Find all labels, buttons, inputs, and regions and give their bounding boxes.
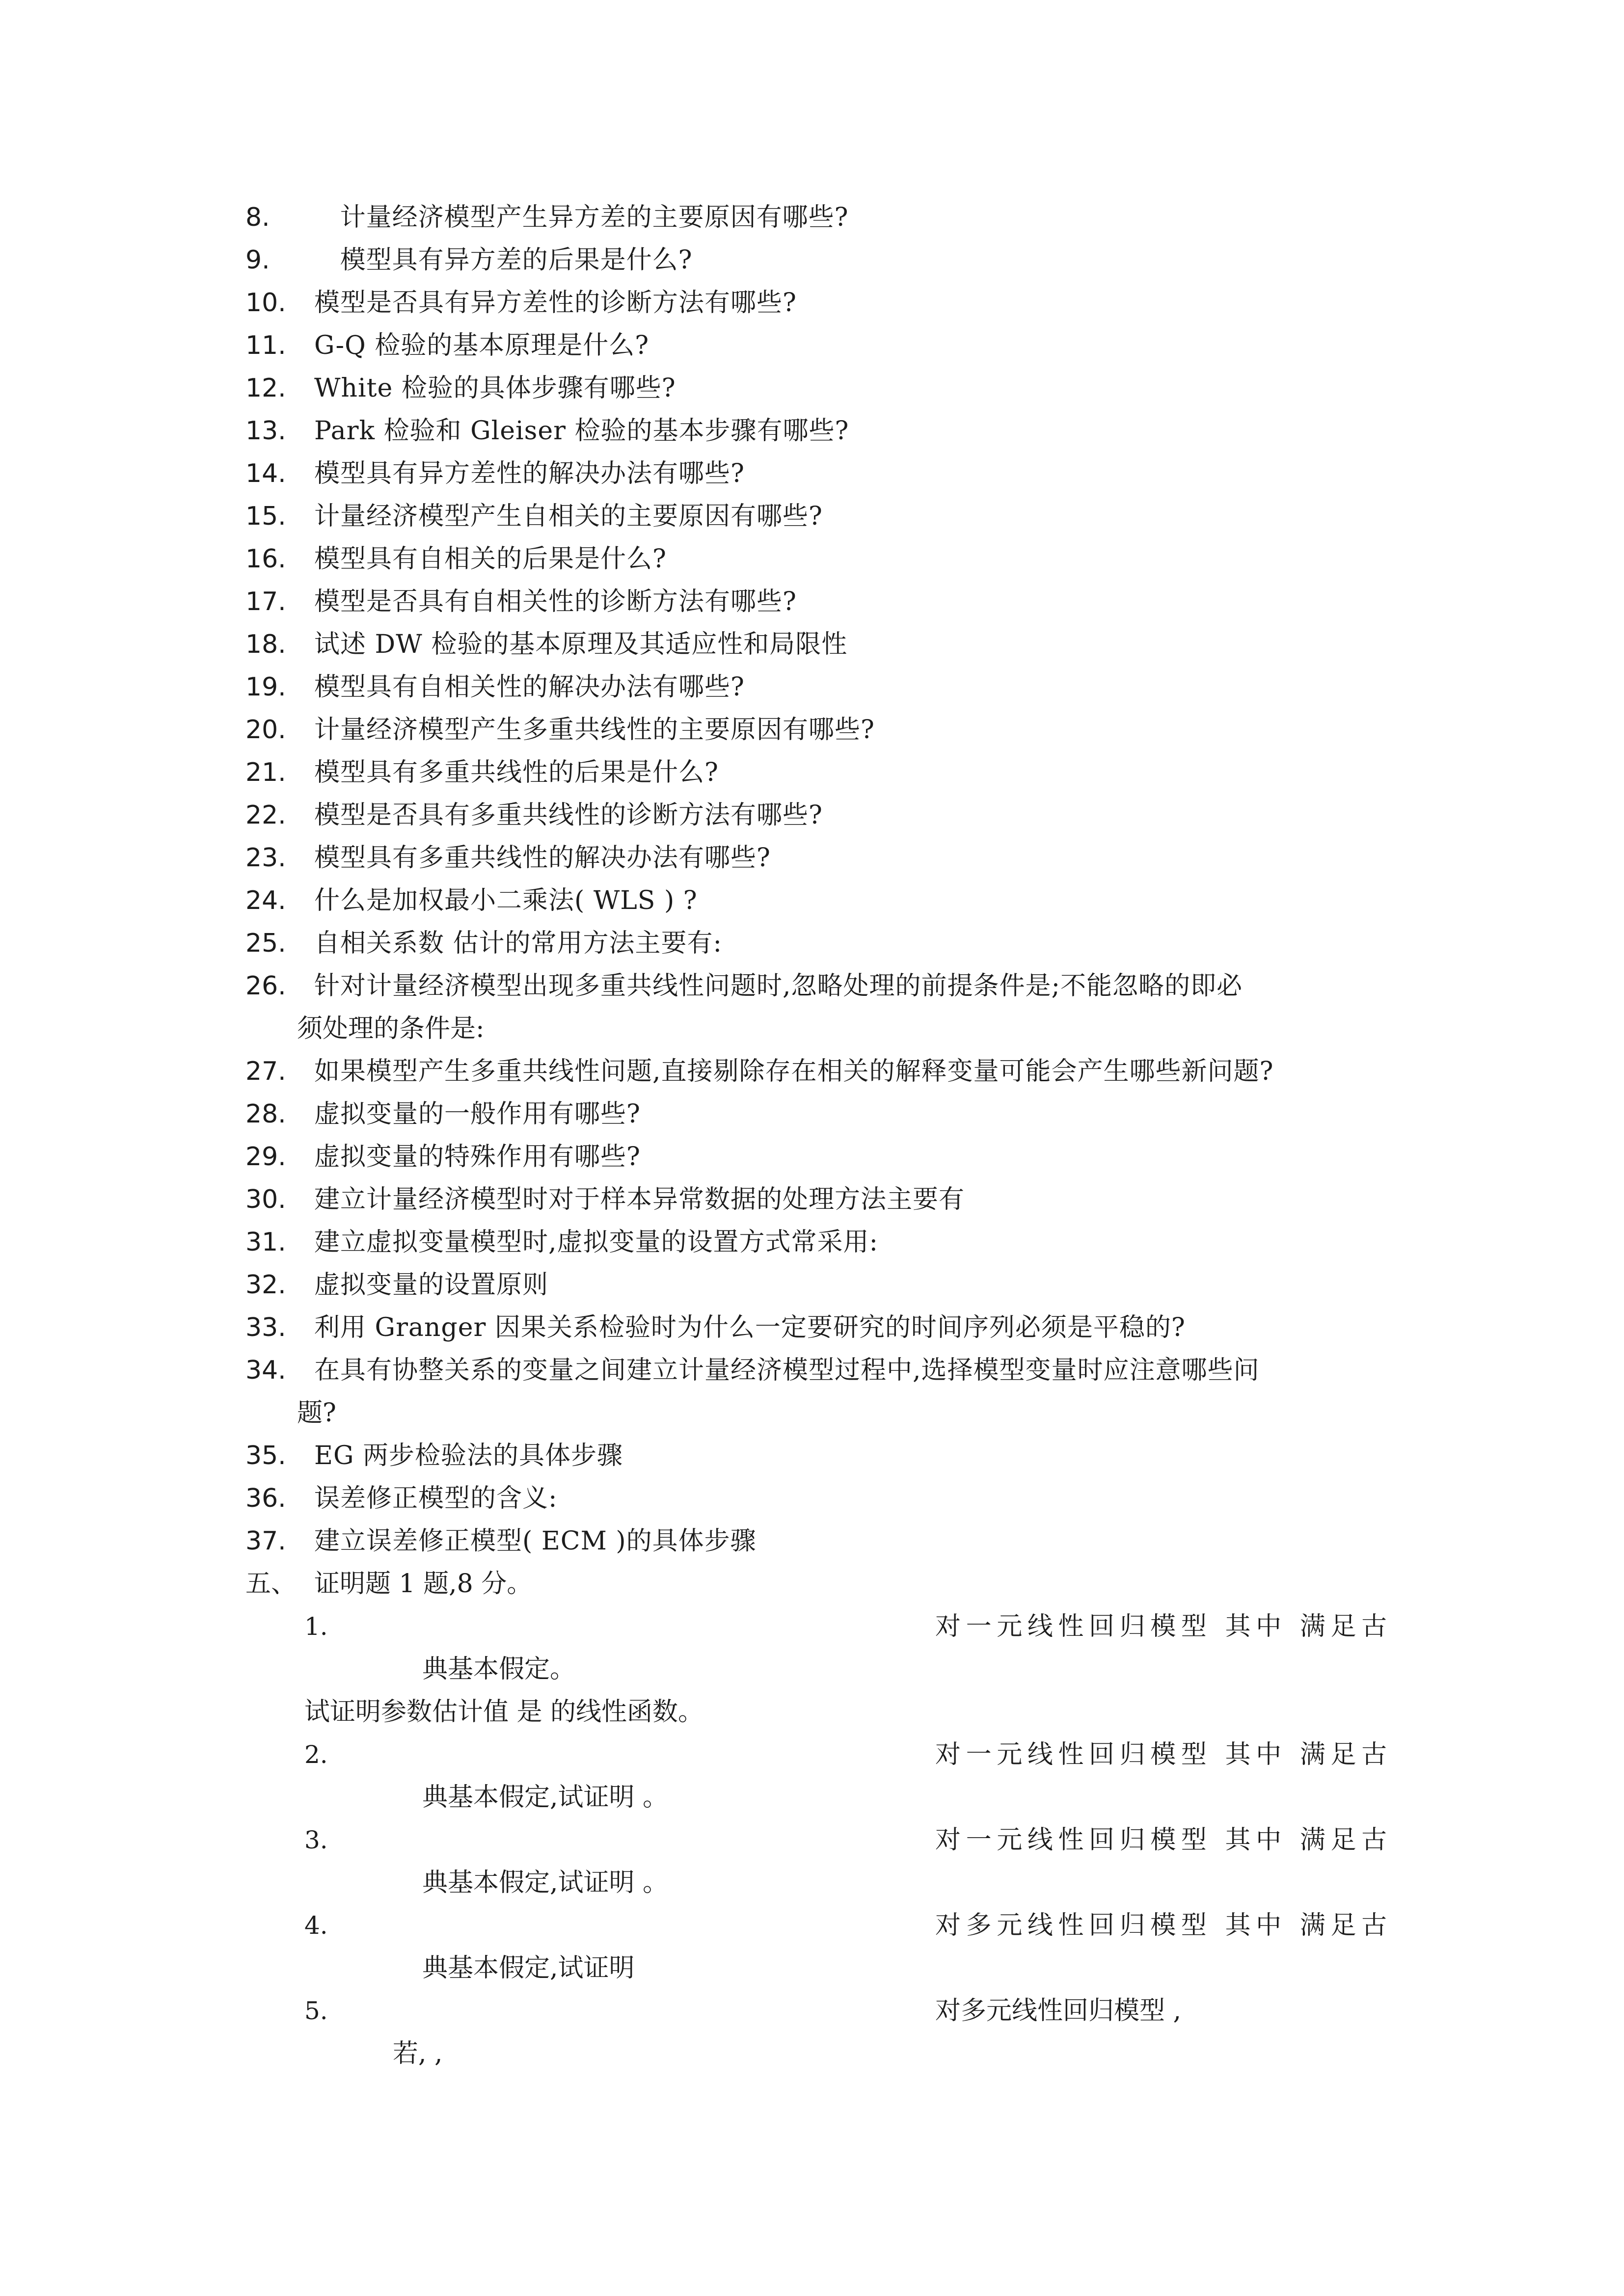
question-text: 建立计量经济模型时对于样本异常数据的处理方法主要有 — [314, 1185, 965, 1214]
question-text: 针对计量经济模型出现多重共线性问题时,忽略处理的前提条件是;不能忽略的即必 — [314, 971, 1243, 1001]
proof-5-number: 5. — [304, 1997, 328, 2025]
question-text: Park 检验和 Gleiser 检验的基本步骤有哪些? — [314, 416, 849, 446]
question-number: 18. — [245, 630, 286, 659]
proof-2-text: 对一元线性回归模型 其中 满足古 — [935, 1740, 1387, 1769]
proof-3-continuation: 典基本假定,试证明 。 — [422, 1868, 669, 1897]
question-15 — [245, 495, 1389, 538]
question-number: 25. — [245, 929, 286, 958]
question-8 — [245, 196, 1389, 239]
question-number: 14. — [245, 459, 286, 488]
question-37 — [245, 1520, 1389, 1563]
question-number: 21. — [245, 758, 286, 787]
question-35 — [245, 1435, 1389, 1477]
question-32 — [245, 1264, 1389, 1307]
question-text: 虚拟变量的特殊作用有哪些? — [314, 1142, 641, 1172]
question-16 — [245, 538, 1389, 581]
proof-1-continuation: 典基本假定。 — [422, 1655, 576, 1684]
proof-4-text: 对多元线性回归模型 其中 满足古 — [935, 1911, 1387, 1940]
question-text: 试述 DW 检验的基本原理及其适应性和局限性 — [314, 630, 848, 659]
question-text: EG 两步检验法的具体步骤 — [314, 1441, 623, 1470]
question-text: 模型是否具有异方差性的诊断方法有哪些? — [314, 288, 797, 318]
question-text: 计量经济模型产生自相关的主要原因有哪些? — [314, 502, 823, 531]
question-number: 36. — [245, 1484, 286, 1513]
question-number: 23. — [245, 843, 286, 873]
question-text: 在具有协整关系的变量之间建立计量经济模型过程中,选择模型变量时应注意哪些问 — [314, 1356, 1260, 1385]
question-21 — [245, 751, 1389, 794]
question-number: 15. — [245, 502, 286, 531]
question-14 — [245, 453, 1389, 495]
question-number: 24. — [245, 886, 286, 915]
question-number: 22. — [245, 801, 286, 830]
question-number: 20. — [245, 715, 286, 745]
question-number: 30. — [245, 1185, 286, 1214]
question-29 — [245, 1136, 1389, 1178]
question-11 — [245, 324, 1389, 367]
question-text: 如果模型产生多重共线性问题,直接剔除存在相关的解释变量可能会产生哪些新问题? — [314, 1057, 1274, 1086]
question-text: White 检验的具体步骤有哪些? — [314, 374, 676, 403]
proof-5-continuation: 若, , — [393, 2039, 443, 2068]
question-text: 虚拟变量的一般作用有哪些? — [314, 1099, 641, 1129]
proof-1-text: 对一元线性回归模型 其中 满足古 — [935, 1612, 1387, 1641]
question-number: 13. — [245, 416, 286, 446]
question-number: 9. — [245, 245, 270, 275]
question-number: 29. — [245, 1142, 286, 1172]
proof-1-number: 1. — [304, 1612, 328, 1641]
question-36 — [245, 1477, 1389, 1520]
question-number: 27. — [245, 1057, 286, 1086]
question-number: 37. — [245, 1526, 286, 1556]
question-text: 自相关系数 估计的常用方法主要有: — [314, 929, 723, 958]
question-number: 33. — [245, 1313, 286, 1342]
question-number: 16. — [245, 544, 286, 574]
proof-5-text: 对多元线性回归模型 , — [935, 1996, 1182, 2026]
proof-2-number: 2. — [304, 1740, 328, 1769]
section-heading — [245, 1563, 532, 1605]
question-18 — [245, 623, 1389, 666]
question-text: 什么是加权最小二乘法( WLS ) ? — [314, 886, 698, 915]
question-22 — [245, 794, 1389, 837]
question-text: 计量经济模型产生多重共线性的主要原因有哪些? — [314, 715, 875, 745]
question-9 — [245, 239, 1389, 282]
question-13 — [245, 410, 1389, 453]
question-text: 模型是否具有多重共线性的诊断方法有哪些? — [314, 801, 823, 830]
proof-1-extra: 试证明参数估计值 是 的线性函数。 — [304, 1697, 704, 1727]
question-text: 模型具有自相关性的解决办法有哪些? — [314, 672, 745, 702]
question-number: 17. — [245, 587, 286, 616]
question-number: 26. — [245, 971, 286, 1001]
proof-3-text: 对一元线性回归模型 其中 满足古 — [935, 1825, 1387, 1855]
question-text: 模型是否具有自相关性的诊断方法有哪些? — [314, 587, 797, 616]
question-text-continuation: 题? — [297, 1398, 336, 1428]
question-number: 31. — [245, 1228, 286, 1257]
question-text: 模型具有多重共线性的解决办法有哪些? — [314, 843, 771, 873]
question-number: 28. — [245, 1099, 286, 1129]
question-24 — [245, 880, 1389, 922]
question-26 — [245, 965, 1389, 1050]
question-number: 10. — [245, 288, 286, 318]
question-text: 模型具有自相关的后果是什么? — [314, 544, 667, 574]
question-text: 计量经济模型产生异方差的主要原因有哪些? — [314, 203, 849, 232]
question-25 — [245, 922, 1389, 965]
question-19 — [245, 666, 1389, 709]
question-31 — [245, 1221, 1389, 1264]
question-text-continuation: 须处理的条件是: — [297, 1014, 485, 1043]
question-number: 8. — [245, 203, 270, 232]
proof-4-continuation: 典基本假定,试证明 — [422, 1953, 635, 1983]
proof-2-continuation: 典基本假定,试证明 。 — [422, 1783, 669, 1812]
question-28 — [245, 1093, 1389, 1136]
question-text: 建立虚拟变量模型时,虚拟变量的设置方式常采用: — [314, 1228, 879, 1257]
question-number: 19. — [245, 672, 286, 702]
proof-4-number: 4. — [304, 1911, 328, 1940]
question-text: 利用 Granger 因果关系检验时为什么一定要研究的时间序列必须是平稳的? — [314, 1313, 1186, 1342]
question-text: 虚拟变量的设置原则 — [314, 1270, 549, 1300]
question-23 — [245, 837, 1389, 880]
section-title: 证明题 1 题,8 分。 — [314, 1569, 533, 1599]
question-34 — [245, 1349, 1389, 1435]
question-text: 建立误差修正模型( ECM )的具体步骤 — [314, 1526, 757, 1556]
question-number: 35. — [245, 1441, 286, 1470]
question-text: 误差修正模型的含义: — [314, 1484, 558, 1513]
question-text: 模型具有异方差性的解决办法有哪些? — [314, 459, 745, 488]
question-27 — [245, 1050, 1389, 1093]
question-text: 模型具有异方差的后果是什么? — [314, 245, 693, 275]
question-17 — [245, 581, 1389, 623]
section-number: 五、 — [245, 1569, 297, 1599]
question-30 — [245, 1178, 1389, 1221]
question-text: G-Q 检验的基本原理是什么? — [314, 331, 650, 360]
question-20 — [245, 709, 1389, 751]
question-10 — [245, 282, 1389, 324]
question-number: 12. — [245, 374, 286, 403]
question-number: 11. — [245, 331, 286, 360]
question-33 — [245, 1307, 1389, 1349]
question-number: 32. — [245, 1270, 286, 1300]
question-number: 34. — [245, 1356, 286, 1385]
question-text: 模型具有多重共线性的后果是什么? — [314, 758, 719, 787]
question-12 — [245, 367, 1389, 410]
proof-3-number: 3. — [304, 1826, 328, 1854]
